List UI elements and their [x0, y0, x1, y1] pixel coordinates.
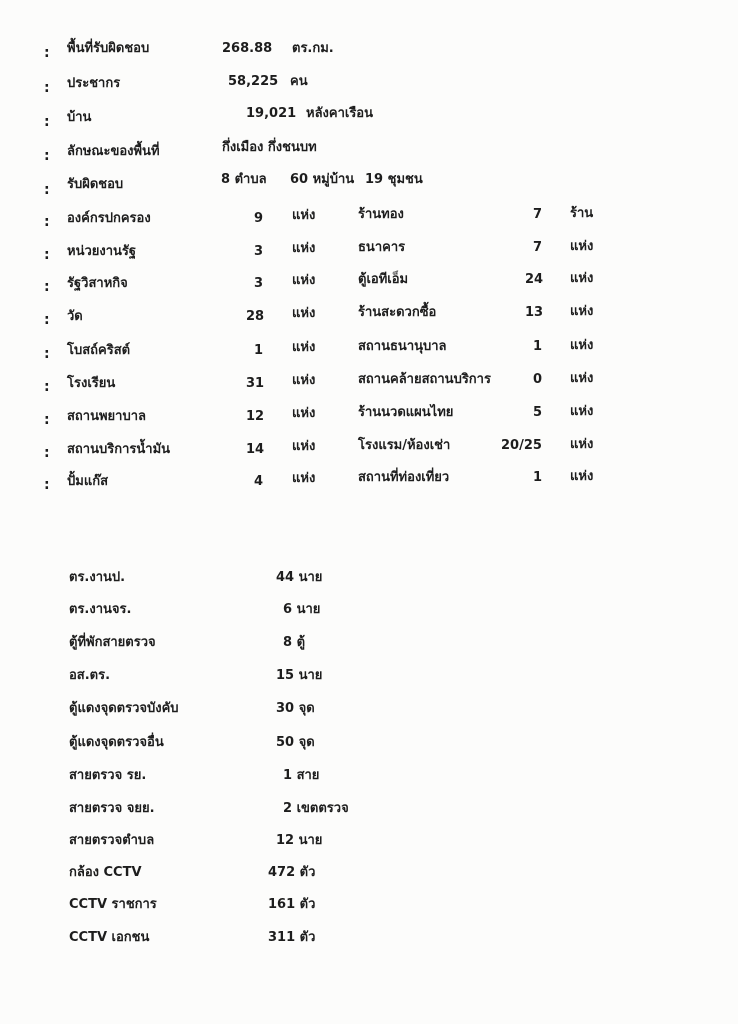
- police-resource-value: 472 ตัว: [268, 865, 316, 880]
- facility-label-2: ร้านนวดแผนไทย: [358, 405, 454, 420]
- responsibility-label: รับผิดชอบ: [67, 177, 124, 192]
- police-resource-value: 50 จุด: [276, 735, 315, 750]
- population-unit: คน: [290, 74, 308, 89]
- facility-label: หน่วยงานรัฐ: [67, 244, 137, 259]
- facility-count: 9: [254, 211, 264, 226]
- police-resource-value: 2 เขตตรวจ: [283, 801, 349, 816]
- police-resource-label: สายตรวจ รย.: [69, 768, 147, 783]
- facility-unit: แห่ง: [292, 208, 316, 223]
- houses-label: บ้าน: [67, 110, 92, 125]
- facility-unit: แห่ง: [292, 273, 316, 288]
- colon: :: [44, 379, 50, 395]
- area-type-label: ลักษณะของพื้นที่: [67, 144, 160, 159]
- facility-unit-2: แห่ง: [570, 469, 594, 484]
- police-resource-label: ตู้แดงจุดตรวจอื่น: [69, 735, 164, 750]
- police-resource-label: CCTV เอกชน: [69, 930, 150, 945]
- colon: :: [44, 148, 50, 164]
- facility-count: 28: [246, 309, 265, 324]
- facility-unit: แห่ง: [292, 373, 316, 388]
- colon: :: [44, 312, 50, 328]
- responsibility-tambon: 8 ตำบล: [221, 172, 267, 187]
- facility-count: 1: [254, 343, 264, 358]
- facility-count-2: 7: [533, 240, 543, 255]
- colon: :: [44, 279, 50, 295]
- facility-unit-2: แห่ง: [570, 271, 594, 286]
- responsibility-communities: 19 ชุมชน: [365, 172, 423, 187]
- facility-unit: แห่ง: [292, 471, 316, 486]
- facility-unit: แห่ง: [292, 241, 316, 256]
- facility-unit: แห่ง: [292, 306, 316, 321]
- police-resource-value: 12 นาย: [276, 833, 323, 848]
- facility-unit-2: แห่ง: [570, 404, 594, 419]
- area-unit: ตร.กม.: [292, 41, 334, 56]
- facility-unit: แห่ง: [292, 406, 316, 421]
- facility-label-2: ตู้เอทีเอ็ม: [358, 272, 409, 287]
- facility-count-2: 5: [533, 405, 543, 420]
- area-value: 268.88: [222, 41, 273, 56]
- colon: :: [44, 214, 50, 230]
- houses-value: 19,021: [246, 106, 297, 121]
- police-resource-value: 161 ตัว: [268, 897, 316, 912]
- facility-count: 3: [254, 276, 264, 291]
- facility-count: 4: [254, 474, 264, 489]
- facility-unit-2: แห่ง: [570, 437, 594, 452]
- facility-unit-2: แห่ง: [570, 338, 594, 353]
- facility-count: 14: [246, 442, 265, 457]
- area-type-value: กึ่งเมือง กึ่งชนบท: [222, 140, 317, 155]
- facility-count-2: 20/25: [501, 438, 542, 453]
- colon: :: [44, 182, 50, 198]
- colon: :: [44, 247, 50, 263]
- colon: :: [44, 80, 50, 96]
- facility-label-2: สถานที่ท่องเที่ยว: [358, 470, 450, 485]
- facility-unit: แห่ง: [292, 439, 316, 454]
- facility-count-2: 7: [533, 207, 543, 222]
- facility-label-2: โรงแรม/ห้องเช่า: [358, 438, 451, 453]
- facility-unit-2: ร้าน: [570, 206, 594, 221]
- colon: :: [44, 114, 50, 130]
- police-resource-label: ตร.งานป.: [69, 570, 126, 585]
- police-resource-label: กล้อง CCTV: [69, 865, 142, 880]
- facility-count-2: 1: [533, 470, 543, 485]
- facility-count: 3: [254, 244, 264, 259]
- facility-label: ปั้มแก๊ส: [67, 474, 109, 489]
- police-resource-value: 15 นาย: [276, 668, 323, 683]
- police-resource-value: 1 สาย: [283, 768, 320, 783]
- police-resource-label: สายตรวจตำบล: [69, 833, 155, 848]
- police-resource-label: อส.ตร.: [69, 668, 111, 683]
- police-resource-label: ตู้ที่พักสายตรวจ: [69, 635, 156, 650]
- facility-count-2: 1: [533, 339, 543, 354]
- facility-unit-2: แห่ง: [570, 239, 594, 254]
- responsibility-villages: 60 หมู่บ้าน: [290, 172, 355, 187]
- facility-label-2: ร้านทอง: [358, 207, 404, 222]
- houses-unit: หลังคาเรือน: [306, 106, 373, 121]
- area-label: พื้นที่รับผิดชอบ: [67, 41, 150, 56]
- colon: :: [44, 45, 50, 61]
- facility-count: 31: [246, 376, 265, 391]
- facility-label: วัด: [67, 309, 83, 324]
- police-resource-value: 30 จุด: [276, 701, 315, 716]
- police-resource-value: 8 ตู้: [283, 635, 306, 650]
- facility-label-2: ร้านสะดวกซื้อ: [358, 305, 437, 320]
- facility-label-2: ธนาคาร: [358, 240, 406, 255]
- police-resource-label: ตร.งานจร.: [69, 602, 132, 617]
- facility-unit-2: แห่ง: [570, 371, 594, 386]
- police-resource-label: ตู้แดงจุดตรวจบังคับ: [69, 701, 179, 716]
- facility-count-2: 0: [533, 372, 543, 387]
- colon: :: [44, 477, 50, 493]
- colon: :: [44, 346, 50, 362]
- facility-label: สถานพยาบาล: [67, 409, 146, 424]
- police-resource-value: 44 นาย: [276, 570, 323, 585]
- facility-label: องค์กรปกครอง: [67, 211, 151, 226]
- population-label: ประชากร: [67, 76, 121, 91]
- facility-label-2: สถานธนานุบาล: [358, 339, 447, 354]
- facility-count-2: 24: [525, 272, 544, 287]
- facility-label: รัฐวิสาหกิจ: [67, 276, 128, 291]
- facility-label-2: สถานคล้ายสถานบริการ: [358, 372, 491, 387]
- facility-label: โรงเรียน: [67, 376, 116, 391]
- colon: :: [44, 412, 50, 428]
- facility-label: โบสถ์คริสต์: [67, 343, 131, 358]
- police-resource-value: 311 ตัว: [268, 930, 316, 945]
- colon: :: [44, 445, 50, 461]
- facility-unit-2: แห่ง: [570, 304, 594, 319]
- facility-unit: แห่ง: [292, 340, 316, 355]
- police-resource-value: 6 นาย: [283, 602, 321, 617]
- facility-count: 12: [246, 409, 265, 424]
- facility-count-2: 13: [525, 305, 544, 320]
- police-resource-label: สายตรวจ จยย.: [69, 801, 155, 816]
- facility-label: สถานบริการน้ำมัน: [67, 442, 171, 457]
- police-resource-label: CCTV ราชการ: [69, 897, 157, 912]
- population-value: 58,225: [228, 74, 279, 89]
